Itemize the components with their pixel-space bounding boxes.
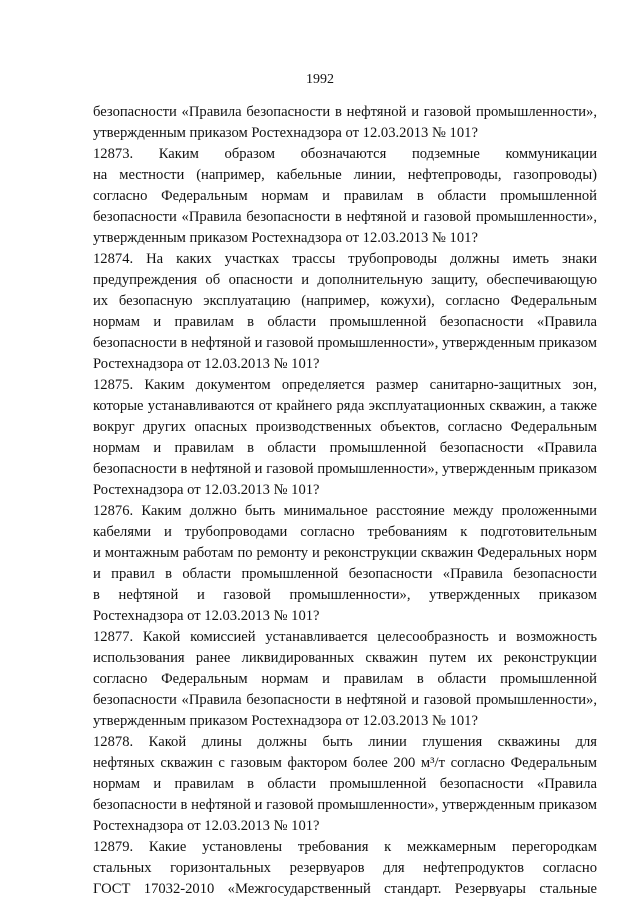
page-number: 1992 — [306, 72, 334, 87]
text-line: которые устанавливаются от крайнего ряда эксплуатационных скважин, а также — [93, 398, 597, 414]
text-line: нефтяных скважин с газовым фактором более 200 м³/т согласно Федеральным — [93, 755, 597, 771]
text-line: ГОСТ 17032-2010 «Межгосударственный стандарт. Резервуары стальные — [93, 881, 597, 897]
text-line: 12877. Какой комиссией устанавливается целесообразность и возможность — [93, 629, 597, 645]
text-line: утвержденным приказом Ростехнадзора от 12.03.2013 № 101? — [93, 125, 478, 141]
text-line: безопасности в нефтяной и газовой промышленности», утвержденным приказом — [93, 461, 597, 477]
text-line: Ростехнадзора от 12.03.2013 № 101? — [93, 482, 320, 498]
text-line: 12879. Какие установлены требования к межкамерным перегородкам — [93, 839, 597, 855]
text-line: безопасности «Правила безопасности в нефтяной и газовой промышленности», — [93, 209, 597, 225]
text-line: нормам и правилам в области промышленной безопасности «Правила — [93, 314, 597, 330]
text-line: в нефтяной и газовой промышленности», утвержденных приказом — [93, 587, 597, 603]
text-line: безопасности «Правила безопасности в нефтяной и газовой промышленности», — [93, 104, 597, 120]
text-line: безопасности «Правила безопасности в нефтяной и газовой промышленности», — [93, 692, 597, 708]
text-line: 12875. Каким документом определяется размер санитарно-защитных зон, — [93, 377, 597, 393]
text-line: утвержденным приказом Ростехнадзора от 12.03.2013 № 101? — [93, 713, 478, 729]
text-line: их безопасную эксплуатацию (например, кожухи), согласно Федеральным — [93, 293, 597, 309]
text-line: 12874. На каких участках трассы трубопроводы должны иметь знаки — [93, 251, 597, 267]
text-line: безопасности в нефтяной и газовой промышленности», утвержденным приказом — [93, 797, 597, 813]
text-line: согласно Федеральным нормам и правилам в области промышленной — [93, 188, 597, 204]
text-line: стальных горизонтальных резервуаров для нефтепродуктов согласно — [93, 860, 597, 876]
text-line: предупреждения об опасности и дополнительную защиту, обеспечивающую — [93, 272, 597, 288]
text-line: использования ранее ликвидированных скважин путем их реконструкции — [93, 650, 597, 666]
text-line: вокруг других опасных производственных объектов, согласно Федеральным — [93, 419, 597, 435]
text-line: согласно Федеральным нормам и правилам в области промышленной — [93, 671, 597, 687]
document-body-text — [93, 102, 597, 900]
text-line: Ростехнадзора от 12.03.2013 № 101? — [93, 608, 320, 624]
text-line: и правил в области промышленной безопасности «Правила безопасности — [93, 566, 597, 582]
text-line: на местности (например, кабельные линии, нефтепроводы, газопроводы) — [93, 167, 597, 183]
text-line: нормам и правилам в области промышленной безопасности «Правила — [93, 440, 597, 456]
text-line: Ростехнадзора от 12.03.2013 № 101? — [93, 818, 320, 834]
text-line: Ростехнадзора от 12.03.2013 № 101? — [93, 356, 320, 372]
text-line: кабелями и трубопроводами согласно требованиям к подготовительным — [93, 524, 597, 540]
text-line: 12873. Каким образом обозначаются подземные коммуникации — [93, 146, 597, 162]
text-line: нормам и правилам в области промышленной безопасности «Правила — [93, 776, 597, 792]
text-line: 12878. Какой длины должны быть линии глушения скважины для — [93, 734, 597, 750]
text-line: и монтажным работам по ремонту и реконструкции скважин Федеральных норм — [93, 545, 597, 561]
text-line: безопасности в нефтяной и газовой промышленности», утвержденным приказом — [93, 335, 597, 351]
text-line: 12876. Каким должно быть минимальное расстояние между проложенными — [93, 503, 597, 519]
text-line: утвержденным приказом Ростехнадзора от 12.03.2013 № 101? — [93, 230, 478, 246]
